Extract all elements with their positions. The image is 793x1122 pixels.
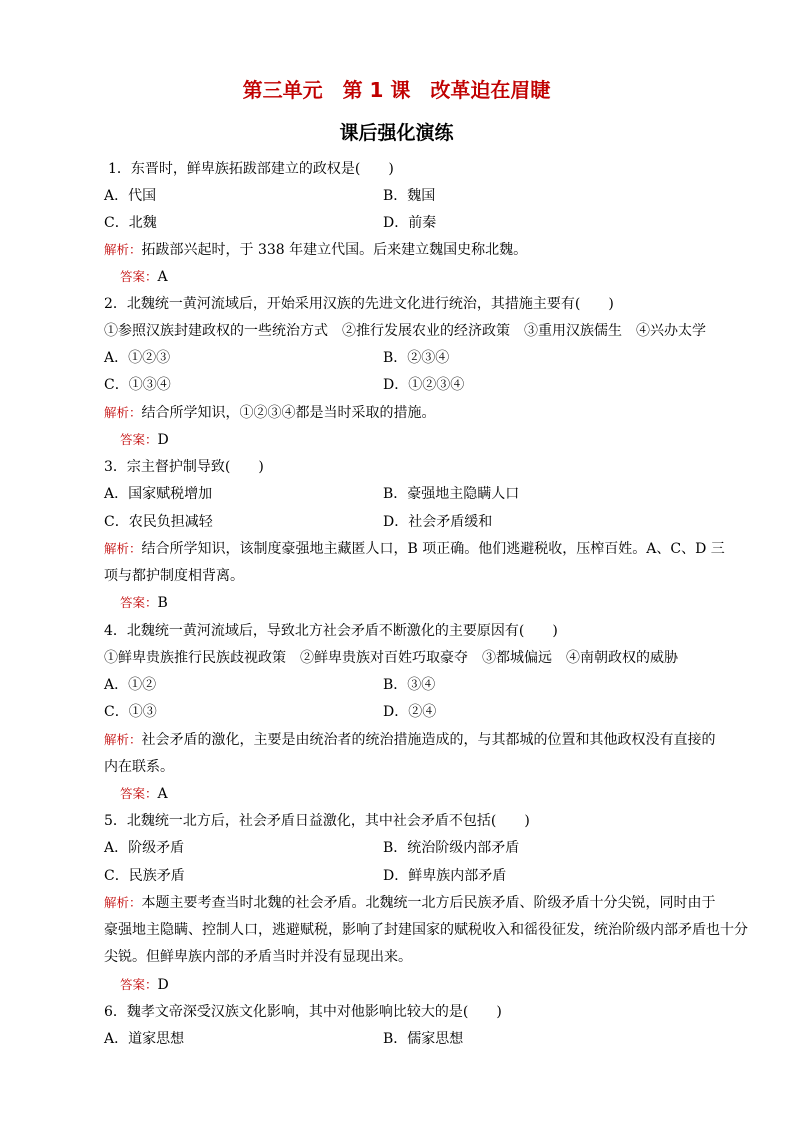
analysis [104, 730, 726, 750]
answer [120, 593, 742, 613]
analysis-continued: 项与都护制度相背离。 [104, 568, 244, 584]
option-c: C．民族矛盾 [104, 868, 185, 884]
analysis-text: 结合所学知识，①②③④都是当时采取的措施。 [141, 405, 436, 421]
analysis-text: 社会矛盾的激化，主要是由统治者的统治措施造成的，与其都城的位置和其他政权没有直接的 [141, 732, 716, 748]
analysis-continued: 尖锐。但鲜卑族内部的矛盾当时并没有显现出来。 [104, 949, 412, 965]
analysis-label: 解析： [104, 541, 142, 556]
option-c: C．北魏 [104, 215, 157, 231]
option-a: A．代国 [104, 188, 157, 204]
question-stem: 5．北魏统一北方后，社会矛盾日益激化，其中社会矛盾不包括( ) [104, 813, 530, 829]
answer-label: 答案： [120, 595, 158, 610]
option-d: D．②④ [383, 704, 437, 720]
analysis-continued: 豪强地主隐瞒、控制人口，逃避赋税，影响了封建国家的赋税收入和徭役征发，统治阶级内部矛盾也十分 [104, 922, 748, 938]
option-c: C．农民负担减轻 [104, 514, 213, 530]
analysis-text: 结合所学知识，该制度豪强地主藏匿人口，B 项正确。他们逃避税收，压榨百姓。A、C、D 三 [141, 541, 725, 557]
answer [120, 430, 742, 450]
option-a: A．阶级矛盾 [104, 840, 185, 856]
option-b: B．③④ [383, 677, 436, 693]
option-c: C．①③ [104, 704, 157, 720]
answer-value: B [157, 595, 168, 611]
analysis [104, 403, 726, 423]
analysis-text: 本题主要考查当时北魏的社会矛盾。北魏统一北方后民族矛盾、阶级矛盾十分尖锐，同时由于 [141, 895, 716, 911]
answer [120, 784, 742, 804]
question-items: ①参照汉族封建政权的一些统治方式 ②推行发展农业的经济政策 ③重用汉族儒生 ④兴办太学 [104, 323, 706, 339]
option-a: A．①② [104, 677, 157, 693]
page-subtitle: 课后强化演练 [339, 122, 454, 144]
analysis-text: 拓跋部兴起时，于 338 年建立代国。后来建立魏国史称北魏。 [141, 242, 528, 258]
question-items: ①鲜卑贵族推行民族歧视政策 ②鲜卑贵族对百姓巧取豪夺 ③都城偏远 ④南朝政权的威胁 [104, 650, 678, 666]
question-stem: 4．北魏统一黄河流域后，导致北方社会矛盾不断激化的主要原因有( ) [104, 623, 558, 639]
analysis [104, 240, 726, 260]
option-b: B．豪强地主隐瞒人口 [383, 486, 520, 502]
answer-label: 答案： [120, 977, 158, 992]
option-b: B．统治阶级内部矛盾 [383, 840, 520, 856]
answer-value: A [157, 269, 168, 285]
analysis-label: 解析： [104, 242, 142, 257]
option-d: D．①②③④ [383, 377, 465, 393]
page-title: 第三单元 第 1 课 改革迫在眉睫 [242, 78, 551, 102]
analysis-continued: 内在联系。 [104, 759, 174, 775]
option-a: A．道家思想 [104, 1031, 185, 1047]
option-b: B．儒家思想 [383, 1031, 464, 1047]
answer-label: 答案： [120, 432, 158, 447]
option-c: C．①③④ [104, 377, 171, 393]
answer-value: D [157, 977, 169, 993]
option-d: D．前秦 [383, 215, 437, 231]
analysis-label: 解析： [104, 732, 142, 747]
option-d: D．社会矛盾缓和 [383, 514, 493, 530]
option-a: A．国家赋税增加 [104, 486, 213, 502]
answer-label: 答案： [120, 269, 158, 284]
answer [120, 267, 742, 287]
answer-label: 答案： [120, 786, 158, 801]
option-b: B．魏国 [383, 188, 436, 204]
option-b: B．②③④ [383, 350, 450, 366]
analysis-label: 解析： [104, 405, 142, 420]
option-d: D．鲜卑族内部矛盾 [383, 868, 507, 884]
answer-value: A [157, 786, 168, 802]
question-stem: 1．东晋时，鲜卑族拓跋部建立的政权是( ) [108, 161, 394, 177]
question-stem: 6．魏孝文帝深受汉族文化影响，其中对他影响比较大的是( ) [104, 1004, 502, 1020]
question-stem: 2．北魏统一黄河流域后，开始采用汉族的先进文化进行统治，其措施主要有( ) [104, 296, 614, 312]
analysis [104, 893, 726, 913]
question-stem: 3．宗主督护制导致( ) [104, 459, 264, 475]
analysis [104, 539, 726, 559]
answer-value: D [157, 432, 169, 448]
analysis-label: 解析： [104, 895, 142, 910]
option-a: A．①②③ [104, 350, 171, 366]
answer [120, 975, 742, 995]
